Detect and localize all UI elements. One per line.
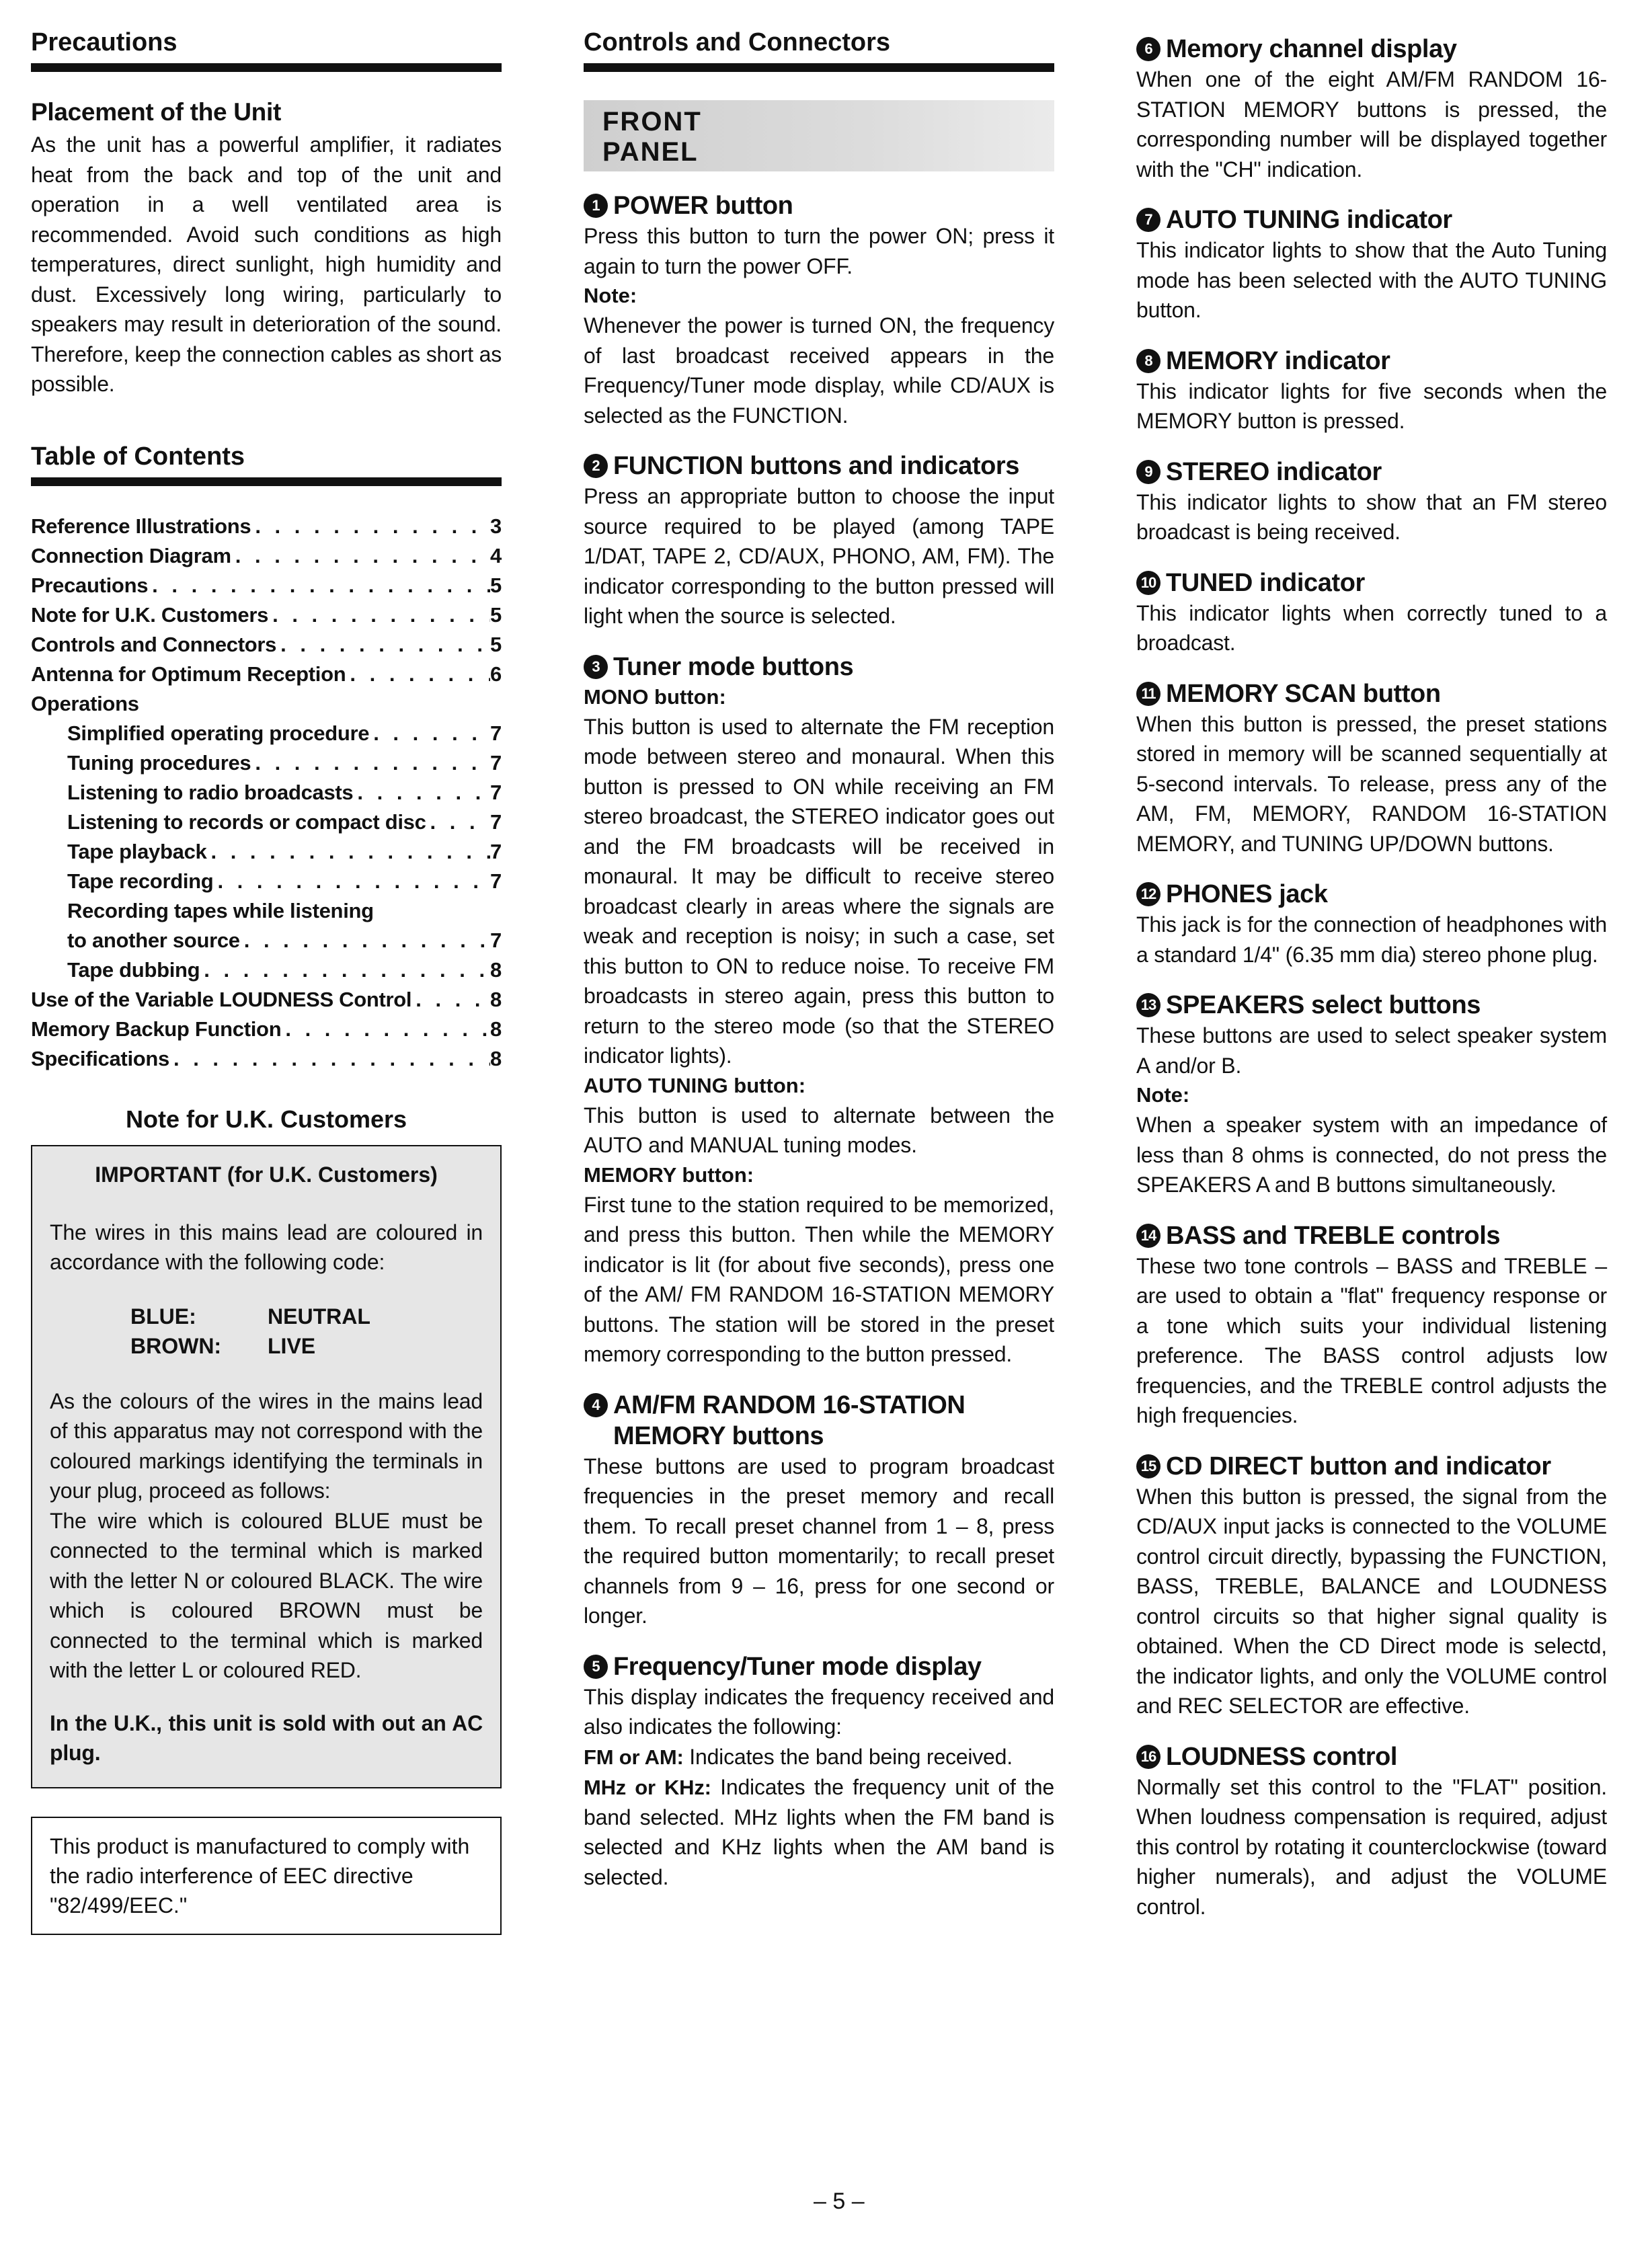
note-text: Whenever the power is turned ON, the frequency of last broadcast received appears in the Frequency/Tuner mode display, while CD/AUX is selected as the FUNCTION. [584, 313, 1054, 428]
item-speakers-select [1136, 990, 1607, 1200]
page-number: – 5 – [814, 2188, 865, 2214]
important-body: As the colours of the wires in the mains lead of this apparatus may not correspond with the coloured markings identifying the terminals in your plug, proceed as follows: [50, 1388, 483, 1503]
toc-entry-title: Operations [31, 691, 139, 715]
toc-entry-title: Memory Backup Function [31, 1017, 282, 1041]
item-power [584, 190, 1054, 430]
fm-am-label: FM or AM: [584, 1745, 684, 1769]
item-memory-indicator [1136, 346, 1607, 436]
toc-entry-page: 8 [490, 1017, 502, 1041]
toc-leader-dots [251, 512, 490, 541]
toc-entry-title: Listening to radio broadcasts [67, 780, 354, 804]
toc-entry [31, 512, 502, 541]
toc-leader-dots [276, 630, 490, 660]
number-2-icon: 2 [584, 454, 608, 478]
toc-entry-page: 8 [490, 987, 502, 1011]
number-3-icon: 3 [584, 655, 608, 679]
toc-entry [31, 896, 502, 926]
item-title: Frequency/Tuner mode display [613, 1652, 982, 1681]
toc-entry [31, 630, 502, 660]
toc-entry-page: 5 [490, 573, 502, 597]
toc-entry-page: 7 [490, 809, 502, 834]
toc-entry-page: 4 [490, 543, 502, 567]
code-row-blue [130, 1302, 483, 1331]
number-8-icon: 8 [1136, 349, 1161, 373]
code-value: LIVE [268, 1333, 316, 1358]
auto-tuning-text: This button is used to alternate between the AUTO and MANUAL tuning modes. [584, 1103, 1054, 1157]
toc-leader-dots [281, 1015, 490, 1044]
item-cd-direct [1136, 1451, 1607, 1721]
section-rule [584, 63, 1054, 72]
number-6-icon: 6 [1136, 37, 1161, 61]
number-14-icon: 14 [1136, 1224, 1161, 1248]
item-title: POWER button [613, 192, 793, 220]
toc-entry-title: Controls and Connectors [31, 632, 277, 656]
item-stereo-indicator [1136, 457, 1607, 547]
toc-entry-page: 8 [490, 957, 502, 982]
item-random-memory [584, 1390, 1054, 1631]
item-bass-treble [1136, 1220, 1607, 1431]
toc-entry-page: 7 [490, 721, 502, 745]
toc-leader-dots [200, 955, 490, 985]
item-title: BASS and TREBLE controls [1166, 1221, 1501, 1250]
note-text: When a speaker system with an impedance of less than 8 ohms is connected, do not press the SPEAKERS A and B buttons simultaneously. [1136, 1113, 1607, 1197]
toc-entry-page: 5 [490, 632, 502, 656]
toc-entry [31, 719, 502, 748]
toc-entry [31, 1015, 502, 1044]
note-label: Note: [584, 284, 637, 307]
item-memory-scan [1136, 678, 1607, 859]
item-title: TUNED indicator [1166, 568, 1365, 597]
toc-entry-page: 7 [490, 839, 502, 863]
number-13-icon: 13 [1136, 993, 1161, 1017]
important-box [31, 1145, 502, 1788]
front-panel-banner: FRONT PANEL [584, 100, 1054, 171]
mhz-khz-label: MHz or KHz: [584, 1775, 711, 1799]
toc-entry-title: Use of the Variable LOUDNESS Control [31, 987, 412, 1011]
toc-entry-page: 6 [490, 662, 502, 686]
memory-label: MEMORY button: [584, 1162, 754, 1187]
item-title: CD DIRECT button and indicator [1166, 1452, 1551, 1480]
toc-entry-title: Tuning procedures [67, 750, 251, 775]
toc-entry-page: 7 [490, 780, 502, 804]
item-title: MEMORY indicator [1166, 346, 1390, 375]
toc-leader-dots [411, 985, 490, 1015]
item-tuner-mode [584, 651, 1054, 1370]
code-row-brown [130, 1331, 483, 1361]
toc-entry-title: Recording tapes while listening [67, 898, 374, 922]
toc-entry [31, 837, 502, 867]
number-7-icon: 7 [1136, 208, 1161, 232]
toc-entry-title: Listening to records or compact disc [67, 809, 426, 834]
toc-leader-dots [353, 778, 490, 807]
section-rule [31, 63, 502, 72]
toc-entry-title: Tape dubbing [67, 957, 200, 982]
toc-entry [31, 955, 502, 985]
item-text: Normally set this control to the "FLAT" position. When loudness compensation is required, adjust this control by rotating it counterclockwise (toward higher numerals), and adjust the VOLUME control. [1136, 1774, 1607, 1919]
item-auto-tuning-indicator [1136, 204, 1607, 325]
toc-entry-title: Tape recording [67, 869, 214, 893]
number-15-icon: 15 [1136, 1454, 1161, 1478]
toc-entry [31, 926, 502, 955]
wire-code-table [130, 1302, 483, 1361]
toc-entry [31, 660, 502, 689]
item-text: Press this button to turn the power ON; press it again to turn the power OFF. [584, 224, 1054, 278]
number-9-icon: 9 [1136, 460, 1161, 484]
number-10-icon: 10 [1136, 571, 1161, 595]
item-tuned-indicator [1136, 567, 1607, 658]
code-key: BROWN: [130, 1333, 222, 1358]
toc-entry-page: 8 [490, 1046, 502, 1070]
item-text: When this button is pressed, the signal from the CD/AUX input jacks is connected to the VOLUME control circuit directly, bypassing the FUNCTION, BASS, TREBLE, BALANCE and LOUDNESS control circuits so that higher signal quality is obtained. When the CD Direct mode is selectd, the indicator lights, and only the VOLUME control and REC SELECTOR are effective. [1136, 1484, 1607, 1718]
toc-heading: Table of Contents [31, 442, 245, 471]
toc-entry [31, 807, 502, 837]
mhz-khz-text: Indicates the frequency unit of the band selected. MHz lights when the FM band is selected and KHz lights when the AM band is selected. [584, 1774, 1054, 1889]
eec-box [31, 1817, 502, 1935]
item-text: Press an appropriate button to choose the input source required to be played (among TAPE 1/DAT, TAPE 2, CD/AUX, PHONO, AM, FM). The indicator corresponding to the button pressed will light when the source is selected. [584, 484, 1054, 628]
item-frequency-display [584, 1651, 1054, 1893]
toc-leader-dots [206, 837, 490, 867]
auto-tuning-label: AUTO TUNING button: [584, 1073, 806, 1097]
toc-entry [31, 985, 502, 1015]
toc-entry-page: 5 [490, 602, 502, 627]
item-loudness [1136, 1741, 1607, 1922]
toc-entry [31, 600, 502, 630]
important-body-2: The wire which is coloured BLUE must be connected to the terminal which is marked with the letter N or coloured BLACK. The wire which is coloured BROWN must be connected to the terminal which is marked with the letter L or coloured RED. [50, 1508, 483, 1682]
item-text: These buttons are used to program broadcast frequencies in the preset memory and recall them. To recall preset channel from 1 – 8, press the required button momentarily; to recall preset channels from 9 – 16, press for one second or longer. [584, 1454, 1054, 1628]
toc-entry-title: Connection Diagram [31, 543, 231, 567]
code-value: NEUTRAL [268, 1304, 370, 1329]
toc-entry-title: Antenna for Optimum Reception [31, 662, 346, 686]
mono-text: This button is used to alternate the FM reception mode between stereo and monaural. When this button is pressed to ON while receiving an FM stereo broadcast, the STEREO indicator goes out and the FM broadcasts will be received in monaural. It may be difficult to receive stereo broadcast clearly in areas where the signals are weak and reception is noisy; in such a case, set this button to ON to reduce noise. To receive FM broadcasts in stereo again, press this button to return to the stereo mode (so that the STEREO indicator lights). [584, 714, 1054, 1068]
toc-leader-dots [231, 541, 490, 571]
number-11-icon: 11 [1136, 682, 1161, 706]
item-title: MEMORY SCAN button [1166, 679, 1441, 708]
item-title: LOUDNESS control [1166, 1742, 1398, 1771]
toc-entry-title: to another source [67, 928, 240, 952]
item-title: FUNCTION buttons and indicators [613, 452, 1020, 480]
item-text: This indicator lights when correctly tuned to a broadcast. [1136, 600, 1607, 655]
item-title: Tuner mode buttons [613, 652, 854, 681]
important-intro: The wires in this mains lead are coloured in accordance with the following code: [50, 1220, 483, 1274]
toc-leader-dots [251, 748, 490, 778]
section-rule [31, 477, 502, 486]
number-16-icon: 16 [1136, 1745, 1161, 1769]
item-text: When this button is pressed, the preset stations stored in memory will be scanned sequentially at 5-second intervals. To release, press any of the AM, FM, MEMORY, RANDOM 16-STATION MEMORY, and TUNING UP/DOWN buttons. [1136, 711, 1607, 856]
column-middle [584, 27, 1054, 1912]
column-left [31, 27, 502, 1935]
column-right [1136, 34, 1607, 1942]
toc-entry-title: Note for U.K. Customers [31, 602, 269, 627]
code-key: BLUE: [130, 1304, 196, 1329]
eec-text: This product is manufactured to comply with the radio interference of EEC directive "82/499/EEC." [50, 1833, 470, 1918]
toc-leader-dots [268, 600, 490, 630]
controls-heading: Controls and Connectors [584, 28, 891, 56]
toc-entry-page: 7 [490, 869, 502, 893]
item-function [584, 450, 1054, 631]
toc-entry-page: 3 [490, 514, 502, 538]
precautions-heading: Precautions [31, 28, 178, 56]
toc-entry-title: Tape playback [67, 839, 207, 863]
item-text: This jack is for the connection of headphones with a standard 1/4" (6.35 mm dia) stereo phone plug. [1136, 912, 1607, 967]
item-title: Memory channel display [1166, 35, 1457, 63]
item-text: This indicator lights to show that an FM stereo broadcast is being received. [1136, 489, 1607, 544]
toc-leader-dots [148, 571, 490, 600]
item-text: These buttons are used to select speaker system A and/or B. [1136, 1023, 1607, 1078]
number-1-icon: 1 [584, 194, 608, 218]
number-12-icon: 12 [1136, 882, 1161, 906]
toc-entry-title: Simplified operating procedure [67, 721, 370, 745]
toc-entry [31, 689, 502, 719]
item-title: STEREO indicator [1166, 457, 1382, 486]
toc-entry-page: 7 [490, 750, 502, 775]
toc-entry [31, 541, 502, 571]
toc-entry-title: Reference Illustrations [31, 514, 251, 538]
item-text: This display indicates the frequency received and also indicates the following: [584, 1684, 1054, 1739]
item-title: AM/FM RANDOM 16-STATION MEMORY buttons [613, 1390, 966, 1450]
number-5-icon: 5 [584, 1655, 608, 1679]
important-title: IMPORTANT (for U.K. Customers) [95, 1162, 438, 1187]
note-label: Note: [1136, 1083, 1190, 1107]
memory-text: First tune to the station required to be memorized, and press this button. Then while the MEMORY indicator is lit (for about five seconds), press one of the AM/ FM RANDOM 16-STATION MEMORY buttons. The station will be stored in the preset memory corresponding to the button pressed. [584, 1192, 1054, 1366]
item-title: AUTO TUNING indicator [1166, 206, 1452, 234]
toc-entry-page: 7 [490, 928, 502, 952]
number-4-icon: 4 [584, 1393, 608, 1417]
placement-text: As the unit has a powerful amplifier, it radiates heat from the back and top of the unit and operation in a well ventilated area is recommended. Avoid such conditions as high temperatures, direct sunlight, high humidity and dust. Excessively long wiring, particularly to speakers may result in deterioration of the sound. Therefore, keep the connection cables as short as possible. [31, 132, 502, 396]
item-memory-channel-display [1136, 34, 1607, 184]
item-phones-jack [1136, 879, 1607, 970]
item-title: PHONES jack [1166, 880, 1328, 908]
toc-leader-dots [169, 1044, 490, 1074]
uk-customers-heading: Note for U.K. Customers [125, 1105, 407, 1133]
toc-entry-title: Specifications [31, 1046, 169, 1070]
toc-entry-title: Precautions [31, 573, 149, 597]
table-of-contents [31, 512, 502, 1074]
toc-entry [31, 571, 502, 600]
item-text: This indicator lights to show that the Auto Tuning mode has been selected with the AUTO TUNING button. [1136, 238, 1607, 322]
fm-am-text: Indicates the band being received. [689, 1744, 1013, 1769]
toc-entry [31, 867, 502, 896]
item-text: These two tone controls – BASS and TREBLE – are used to obtain a "flat" frequency response or a tone which suits your individual listening preference. The BASS control adjusts low frequencies, and the TREBLE control adjusts the high frequencies. [1136, 1253, 1607, 1427]
toc-leader-dots [369, 719, 490, 748]
item-title: SPEAKERS select buttons [1166, 991, 1481, 1019]
important-bold-note: In the U.K., this unit is sold with out an AC plug. [50, 1710, 483, 1765]
toc-entry [31, 1044, 502, 1074]
toc-leader-dots [346, 660, 490, 689]
placement-heading: Placement of the Unit [31, 98, 281, 126]
toc-entry [31, 748, 502, 778]
toc-leader-dots [240, 926, 490, 955]
mono-label: MONO button: [584, 684, 726, 709]
toc-entry [31, 778, 502, 807]
toc-leader-dots [213, 867, 490, 896]
toc-leader-dots [426, 807, 491, 837]
item-text: When one of the eight AM/FM RANDOM 16-STATION MEMORY buttons is pressed, the corresponding number will be displayed together with the "CH" indication. [1136, 67, 1607, 182]
item-text: This indicator lights for five seconds when the MEMORY button is pressed. [1136, 379, 1607, 433]
